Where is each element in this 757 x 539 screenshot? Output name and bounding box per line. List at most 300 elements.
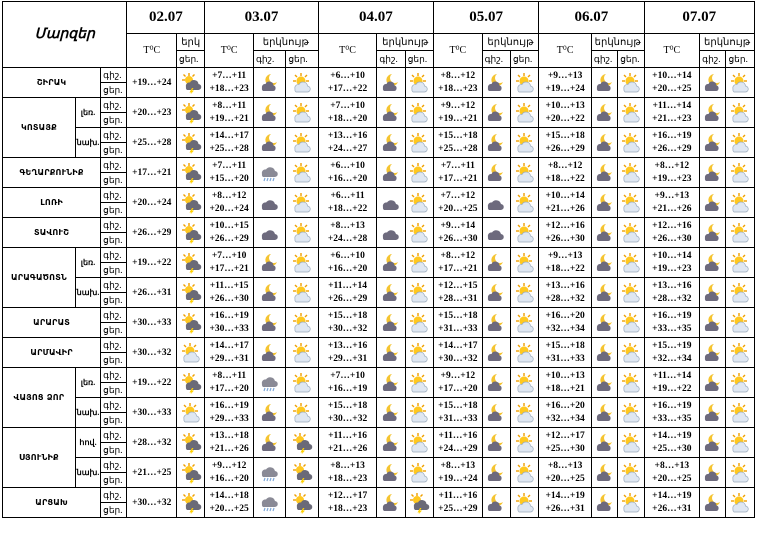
moon-cloud-icon [702, 253, 724, 270]
weather-icon-cell [177, 278, 205, 308]
weather-icon-cell [510, 368, 538, 398]
sun-cloud-icon [620, 223, 642, 240]
weather-icon-cell [482, 308, 510, 338]
temperature-range [539, 368, 592, 398]
temperature-range [318, 68, 377, 98]
moon-cloud-icon [702, 163, 724, 180]
moon-cloud-icon [702, 73, 724, 90]
weather-icon-cell [253, 158, 285, 188]
night-temp: +13…+16 [327, 340, 368, 351]
weather-icon-cell [700, 458, 726, 488]
sun-cloud-icon [291, 193, 313, 210]
day-label: ցեր. [101, 113, 127, 128]
weather-icon-cell [618, 428, 644, 458]
temperature-range: +19…+24 [127, 68, 177, 98]
night-temp: +8…+12 [211, 190, 247, 201]
weather-icon-cell [510, 398, 538, 428]
temp-header: T⁰C [434, 34, 483, 68]
temperature-range [539, 248, 592, 278]
day-temp: +26…+29 [652, 143, 692, 154]
sun-cloud-icon [514, 403, 536, 420]
day-temp: +26…+29 [327, 293, 368, 304]
moon-cloud-icon [380, 433, 402, 450]
night-temp: +14…+18 [209, 490, 249, 501]
temperature-range [539, 458, 592, 488]
weather-icon-cell [591, 368, 617, 398]
temperature-range [205, 128, 254, 158]
temperature-range [434, 308, 483, 338]
moon-cloud-icon [702, 223, 724, 240]
weather-icon-cell [253, 68, 285, 98]
weather-icon-cell [700, 98, 726, 128]
sun-cloud-icon [291, 73, 313, 90]
weather-icon-cell [510, 248, 538, 278]
weather-icon-cell [253, 368, 285, 398]
weather-icon-cell [482, 188, 510, 218]
weather-icon-cell [726, 368, 755, 398]
night-temp: +8…+12 [440, 70, 476, 81]
weather-icon-cell [482, 428, 510, 458]
sun-cloud-icon [514, 493, 536, 510]
night-temp: +8…+13 [330, 220, 365, 231]
sun-cloud-icon [729, 313, 751, 330]
sky-header: երկնույթ [253, 34, 318, 51]
night-temp: +8…+13 [547, 460, 583, 471]
weather-icon-cell [377, 158, 405, 188]
night-temp: +14…+17 [438, 340, 478, 351]
weather-icon-cell [510, 158, 538, 188]
night-temp: +8…+11 [212, 100, 247, 111]
date-header: 02.07 [127, 2, 205, 34]
weather-icon-cell [177, 158, 205, 188]
weather-icon-cell [482, 368, 510, 398]
sun-cloud-icon [408, 463, 430, 480]
night-label: գիշ. [101, 368, 127, 383]
day-temp: +31…+33 [438, 323, 478, 334]
temperature-range: +26…+31 [127, 278, 177, 308]
day-temp: +16…+20 [327, 263, 368, 274]
moon-cloud-icon [485, 163, 507, 180]
sun-cloud-icon [620, 163, 642, 180]
sun-cloud-icon [291, 163, 313, 180]
temperature-range: +25…+28 [127, 128, 177, 158]
sun-cloud-icon [620, 313, 642, 330]
moon-cloud-icon [702, 313, 724, 330]
temperature-range [539, 158, 592, 188]
night-temp: +9…+14 [440, 220, 476, 231]
weather-icon-cell [482, 68, 510, 98]
sun-cloud-icon [408, 343, 430, 360]
sun-cloud-icon [729, 433, 751, 450]
weather-icon-cell [510, 488, 538, 518]
day-temp: +29…+31 [209, 353, 249, 364]
night-temp: +6…+10 [330, 160, 365, 171]
temperature-range [539, 338, 592, 368]
weather-icon-cell [700, 488, 726, 518]
weather-icon-cell [253, 458, 285, 488]
weather-icon-cell [253, 398, 285, 428]
region-name: ԳԵՂԱՐՔՈՒՆԻՔ [3, 158, 101, 188]
weather-icon-cell [726, 488, 755, 518]
day-temp: +17…+21 [209, 263, 249, 274]
moon-cloud-icon [485, 283, 507, 300]
day-temp: +26…+30 [652, 233, 692, 244]
sun-cloud-icon [729, 163, 751, 180]
moon-cloud-icon [259, 253, 281, 270]
day-temp: +18…+23 [327, 473, 368, 484]
weather-icon-cell [177, 428, 205, 458]
table-row [3, 158, 755, 173]
day-label: ցեր. [101, 353, 127, 368]
sun-cloud-icon [620, 133, 642, 150]
region-name: ԱՐՑԱԽ [3, 488, 101, 518]
night-label: գիշ. [101, 308, 127, 323]
temperature-range: +28…+32 [127, 428, 177, 458]
day-temp: +25…+30 [652, 443, 692, 454]
weather-icon-cell [405, 368, 433, 398]
moon-cloud-icon [594, 283, 616, 300]
region-name: ԱՐԱՐԱՏ [3, 308, 101, 338]
sun-storm-icon [291, 493, 313, 510]
moon-cloud-icon [380, 73, 402, 90]
weather-icon-cell [177, 488, 205, 518]
day-temp: +33…+35 [652, 413, 692, 424]
moon-cloud-icon [485, 433, 507, 450]
temperature-range [644, 98, 700, 128]
temperature-range [318, 398, 377, 428]
weather-icon-cell [700, 188, 726, 218]
weather-icon-cell [618, 308, 644, 338]
weather-icon-cell [405, 338, 433, 368]
weather-icon-cell [177, 188, 205, 218]
weather-icon-cell [700, 308, 726, 338]
sun-cloud-icon [408, 193, 430, 210]
day-temp: +20…+25 [545, 473, 585, 484]
night-label: գիշ. [101, 158, 127, 173]
day-temp: +24…+29 [438, 443, 478, 454]
night-label: գիշ. [253, 51, 285, 68]
temperature-range: +30…+33 [127, 398, 177, 428]
day-temp: +16…+19 [327, 383, 368, 394]
weather-icon-cell [177, 68, 205, 98]
temperature-range [205, 308, 254, 338]
weather-icon-cell [700, 128, 726, 158]
night-temp: +14…+17 [209, 340, 249, 351]
table-row [3, 278, 755, 293]
weather-icon-cell [591, 308, 617, 338]
moon-cloud-icon [594, 73, 616, 90]
weather-icon-cell [482, 488, 510, 518]
weather-icon-cell [286, 248, 318, 278]
weather-icon-cell [177, 458, 205, 488]
weather-icon-cell [726, 248, 755, 278]
temperature-range [318, 458, 377, 488]
sun-cloud-icon [291, 283, 313, 300]
weather-icon-cell [726, 308, 755, 338]
date-header: 03.07 [205, 2, 318, 34]
table-row [3, 488, 755, 503]
temperature-range [318, 158, 377, 188]
weather-icon-cell [405, 248, 433, 278]
weather-icon-cell [286, 428, 318, 458]
temperature-range [644, 278, 700, 308]
night-temp: +16…+20 [545, 310, 585, 321]
subregion-name: նախ. [75, 458, 100, 488]
weather-icon-cell [286, 368, 318, 398]
night-label: գիշ. [101, 278, 127, 293]
subregion-name: լեռ. [75, 98, 100, 128]
day-temp: +25…+28 [438, 143, 478, 154]
sun-cloud-icon [514, 193, 536, 210]
weather-icon-cell [405, 488, 433, 518]
temperature-range [318, 248, 377, 278]
weather-icon-cell [591, 158, 617, 188]
temperature-range [205, 248, 254, 278]
table-row [3, 368, 755, 383]
night-temp: +11…+16 [438, 490, 478, 501]
sun-storm-icon [180, 103, 202, 120]
night-temp: +7…+10 [330, 100, 365, 111]
day-temp: +29…+33 [209, 413, 249, 424]
day-temp: +20…+25 [652, 473, 692, 484]
sun-cloud-icon [729, 133, 751, 150]
temperature-range [205, 158, 254, 188]
day-temp: +26…+29 [209, 233, 249, 244]
moon-cloud-icon [702, 493, 724, 510]
temperature-range [205, 278, 254, 308]
temperature-range [644, 368, 700, 398]
night-temp: +16…+20 [545, 400, 585, 411]
temperature-range: +17…+21 [127, 158, 177, 188]
temperature-range: +26…+29 [127, 218, 177, 248]
weather-icon-cell [286, 308, 318, 338]
subregion-name: նախ. [75, 278, 100, 308]
day-label: ցեր. [177, 51, 205, 68]
day-temp: +25…+30 [545, 443, 585, 454]
weather-icon-cell [286, 458, 318, 488]
temperature-range: +20…+23 [127, 98, 177, 128]
temperature-range [539, 398, 592, 428]
day-label: ցեր. [510, 51, 538, 68]
weather-icon-cell [286, 488, 318, 518]
night-temp: +16…+19 [209, 400, 249, 411]
moon-cloud-icon [380, 253, 402, 270]
sun-cloud-icon [514, 133, 536, 150]
temperature-range [644, 68, 700, 98]
temperature-range [539, 188, 592, 218]
weather-icon-cell [286, 188, 318, 218]
night-label: գիշ. [101, 248, 127, 263]
region-name: ՎԱՅՈՑ ՁՈՐ [3, 368, 76, 428]
weather-icon-cell [253, 128, 285, 158]
moon-cloud-icon [485, 73, 507, 90]
moon-cloud-icon [594, 103, 616, 120]
night-temp: +10…+13 [545, 100, 585, 111]
region-name: ԼՈՌԻ [3, 188, 101, 218]
sun-cloud-icon [514, 463, 536, 480]
day-label: ցեր. [101, 173, 127, 188]
night-temp: +10…+15 [209, 220, 249, 231]
night-temp: +8…+11 [212, 370, 247, 381]
sun-storm-icon [180, 193, 202, 210]
sun-cloud-icon [729, 103, 751, 120]
sun-cloud-icon [291, 133, 313, 150]
night-temp: +15…+18 [438, 130, 478, 141]
temperature-range [644, 308, 700, 338]
day-label: ցեր. [101, 443, 127, 458]
table-row [3, 248, 755, 263]
cloud-icon [380, 223, 402, 240]
weather-icon-cell [482, 338, 510, 368]
weather-icon-cell [482, 128, 510, 158]
weather-icon-cell [286, 98, 318, 128]
day-temp: +18…+23 [327, 503, 368, 514]
night-temp: +12…+16 [545, 220, 585, 231]
weather-icon-cell [253, 488, 285, 518]
temperature-range [205, 488, 254, 518]
sun-cloud-icon [729, 223, 751, 240]
day-temp: +17…+21 [438, 263, 478, 274]
region-name: ՏԱՎՈՒՇ [3, 218, 101, 248]
night-temp: +10…+14 [652, 70, 692, 81]
sky-header: երկնույթ [591, 34, 644, 51]
day-temp: +26…+30 [209, 293, 249, 304]
sun-cloud-icon [620, 343, 642, 360]
night-temp: +8…+13 [654, 460, 690, 471]
day-temp: +18…+22 [327, 203, 368, 214]
rain-cloud-icon [259, 373, 281, 390]
table-row [3, 218, 755, 233]
date-header: 07.07 [644, 2, 754, 34]
weather-icon-cell [700, 398, 726, 428]
night-label: գիշ. [101, 488, 127, 503]
temperature-range [434, 458, 483, 488]
day-label: ցեր. [101, 203, 127, 218]
day-temp: +18…+22 [545, 263, 585, 274]
temperature-range [205, 98, 254, 128]
moon-cloud-icon [594, 193, 616, 210]
sky-header: երկնույթ [482, 34, 539, 51]
weather-icon-cell [591, 428, 617, 458]
table-row [3, 308, 755, 323]
rain-cloud-icon [259, 163, 281, 180]
sun-cloud-icon [729, 253, 751, 270]
night-temp: +12…+17 [327, 490, 368, 501]
temp-header: T⁰C [318, 34, 377, 68]
cloud-icon [380, 193, 402, 210]
weather-icon-cell [405, 128, 433, 158]
sun-storm-icon [180, 373, 202, 390]
sun-cloud-icon [729, 343, 751, 360]
moon-cloud-icon [380, 163, 402, 180]
temperature-range [318, 368, 377, 398]
temperature-range [539, 308, 592, 338]
weather-icon-cell [618, 68, 644, 98]
weather-icon-cell [482, 218, 510, 248]
moon-cloud-icon [380, 133, 402, 150]
day-temp: +16…+20 [209, 473, 249, 484]
weather-icon-cell [286, 128, 318, 158]
moon-cloud-icon [380, 403, 402, 420]
night-temp: +12…+15 [438, 280, 478, 291]
moon-cloud-icon [702, 343, 724, 360]
temperature-range [644, 488, 700, 518]
sky-header: երկնույթ [377, 34, 434, 51]
moon-cloud-icon [485, 253, 507, 270]
day-temp: +26…+31 [652, 503, 692, 514]
night-temp: +12…+16 [652, 220, 692, 231]
temperature-range [434, 428, 483, 458]
day-temp: +21…+23 [652, 113, 692, 124]
sun-cloud-icon [408, 403, 430, 420]
night-temp: +11…+16 [328, 430, 367, 441]
sun-cloud-icon [620, 253, 642, 270]
weather-icon-cell [377, 398, 405, 428]
sun-storm-icon [291, 463, 313, 480]
moon-cloud-icon [702, 403, 724, 420]
temperature-range [318, 278, 377, 308]
day-temp: +19…+23 [652, 173, 692, 184]
temperature-range [539, 128, 592, 158]
sun-cloud-icon [514, 73, 536, 90]
day-temp: +20…+25 [209, 503, 249, 514]
sun-storm-icon [180, 433, 202, 450]
weather-icon-cell [510, 188, 538, 218]
night-temp: +15…+18 [327, 310, 368, 321]
temp-header: T⁰C [127, 34, 177, 68]
weather-icon-cell [253, 218, 285, 248]
region-name: ՍՅՈՒՆԻՔ [3, 428, 76, 488]
weather-icon-cell [286, 218, 318, 248]
temperature-range [205, 398, 254, 428]
night-temp: +9…+12 [440, 100, 476, 111]
day-temp: +32…+34 [545, 323, 585, 334]
weather-icon-cell [377, 458, 405, 488]
day-temp: +18…+22 [545, 173, 585, 184]
weather-icon-cell [618, 488, 644, 518]
temperature-range [539, 428, 592, 458]
cloud-icon [485, 223, 507, 240]
weather-icon-cell [405, 278, 433, 308]
table-row [3, 398, 755, 413]
weather-icon-cell [177, 398, 205, 428]
night-temp: +15…+18 [545, 130, 585, 141]
weather-icon-cell [253, 98, 285, 128]
cloud-icon [259, 223, 281, 240]
night-temp: +12…+17 [545, 430, 585, 441]
weather-icon-cell [618, 128, 644, 158]
temperature-range [434, 188, 483, 218]
weather-icon-cell [618, 398, 644, 428]
weather-icon-cell [253, 308, 285, 338]
weather-icon-cell [591, 338, 617, 368]
temperature-range: +21…+25 [127, 458, 177, 488]
day-temp: +30…+32 [327, 323, 368, 334]
day-temp: +18…+21 [545, 383, 585, 394]
moon-cloud-icon [594, 133, 616, 150]
weather-icon-cell [591, 68, 617, 98]
weather-icon-cell [177, 248, 205, 278]
sun-cloud-icon [291, 343, 313, 360]
weather-icon-cell [405, 188, 433, 218]
weather-icon-cell [591, 488, 617, 518]
moon-cloud-icon [594, 253, 616, 270]
day-temp: +19…+24 [545, 83, 585, 94]
day-temp: +24…+27 [327, 143, 368, 154]
moon-cloud-icon [485, 403, 507, 420]
weather-icon-cell [377, 338, 405, 368]
date-header: 05.07 [434, 2, 539, 34]
